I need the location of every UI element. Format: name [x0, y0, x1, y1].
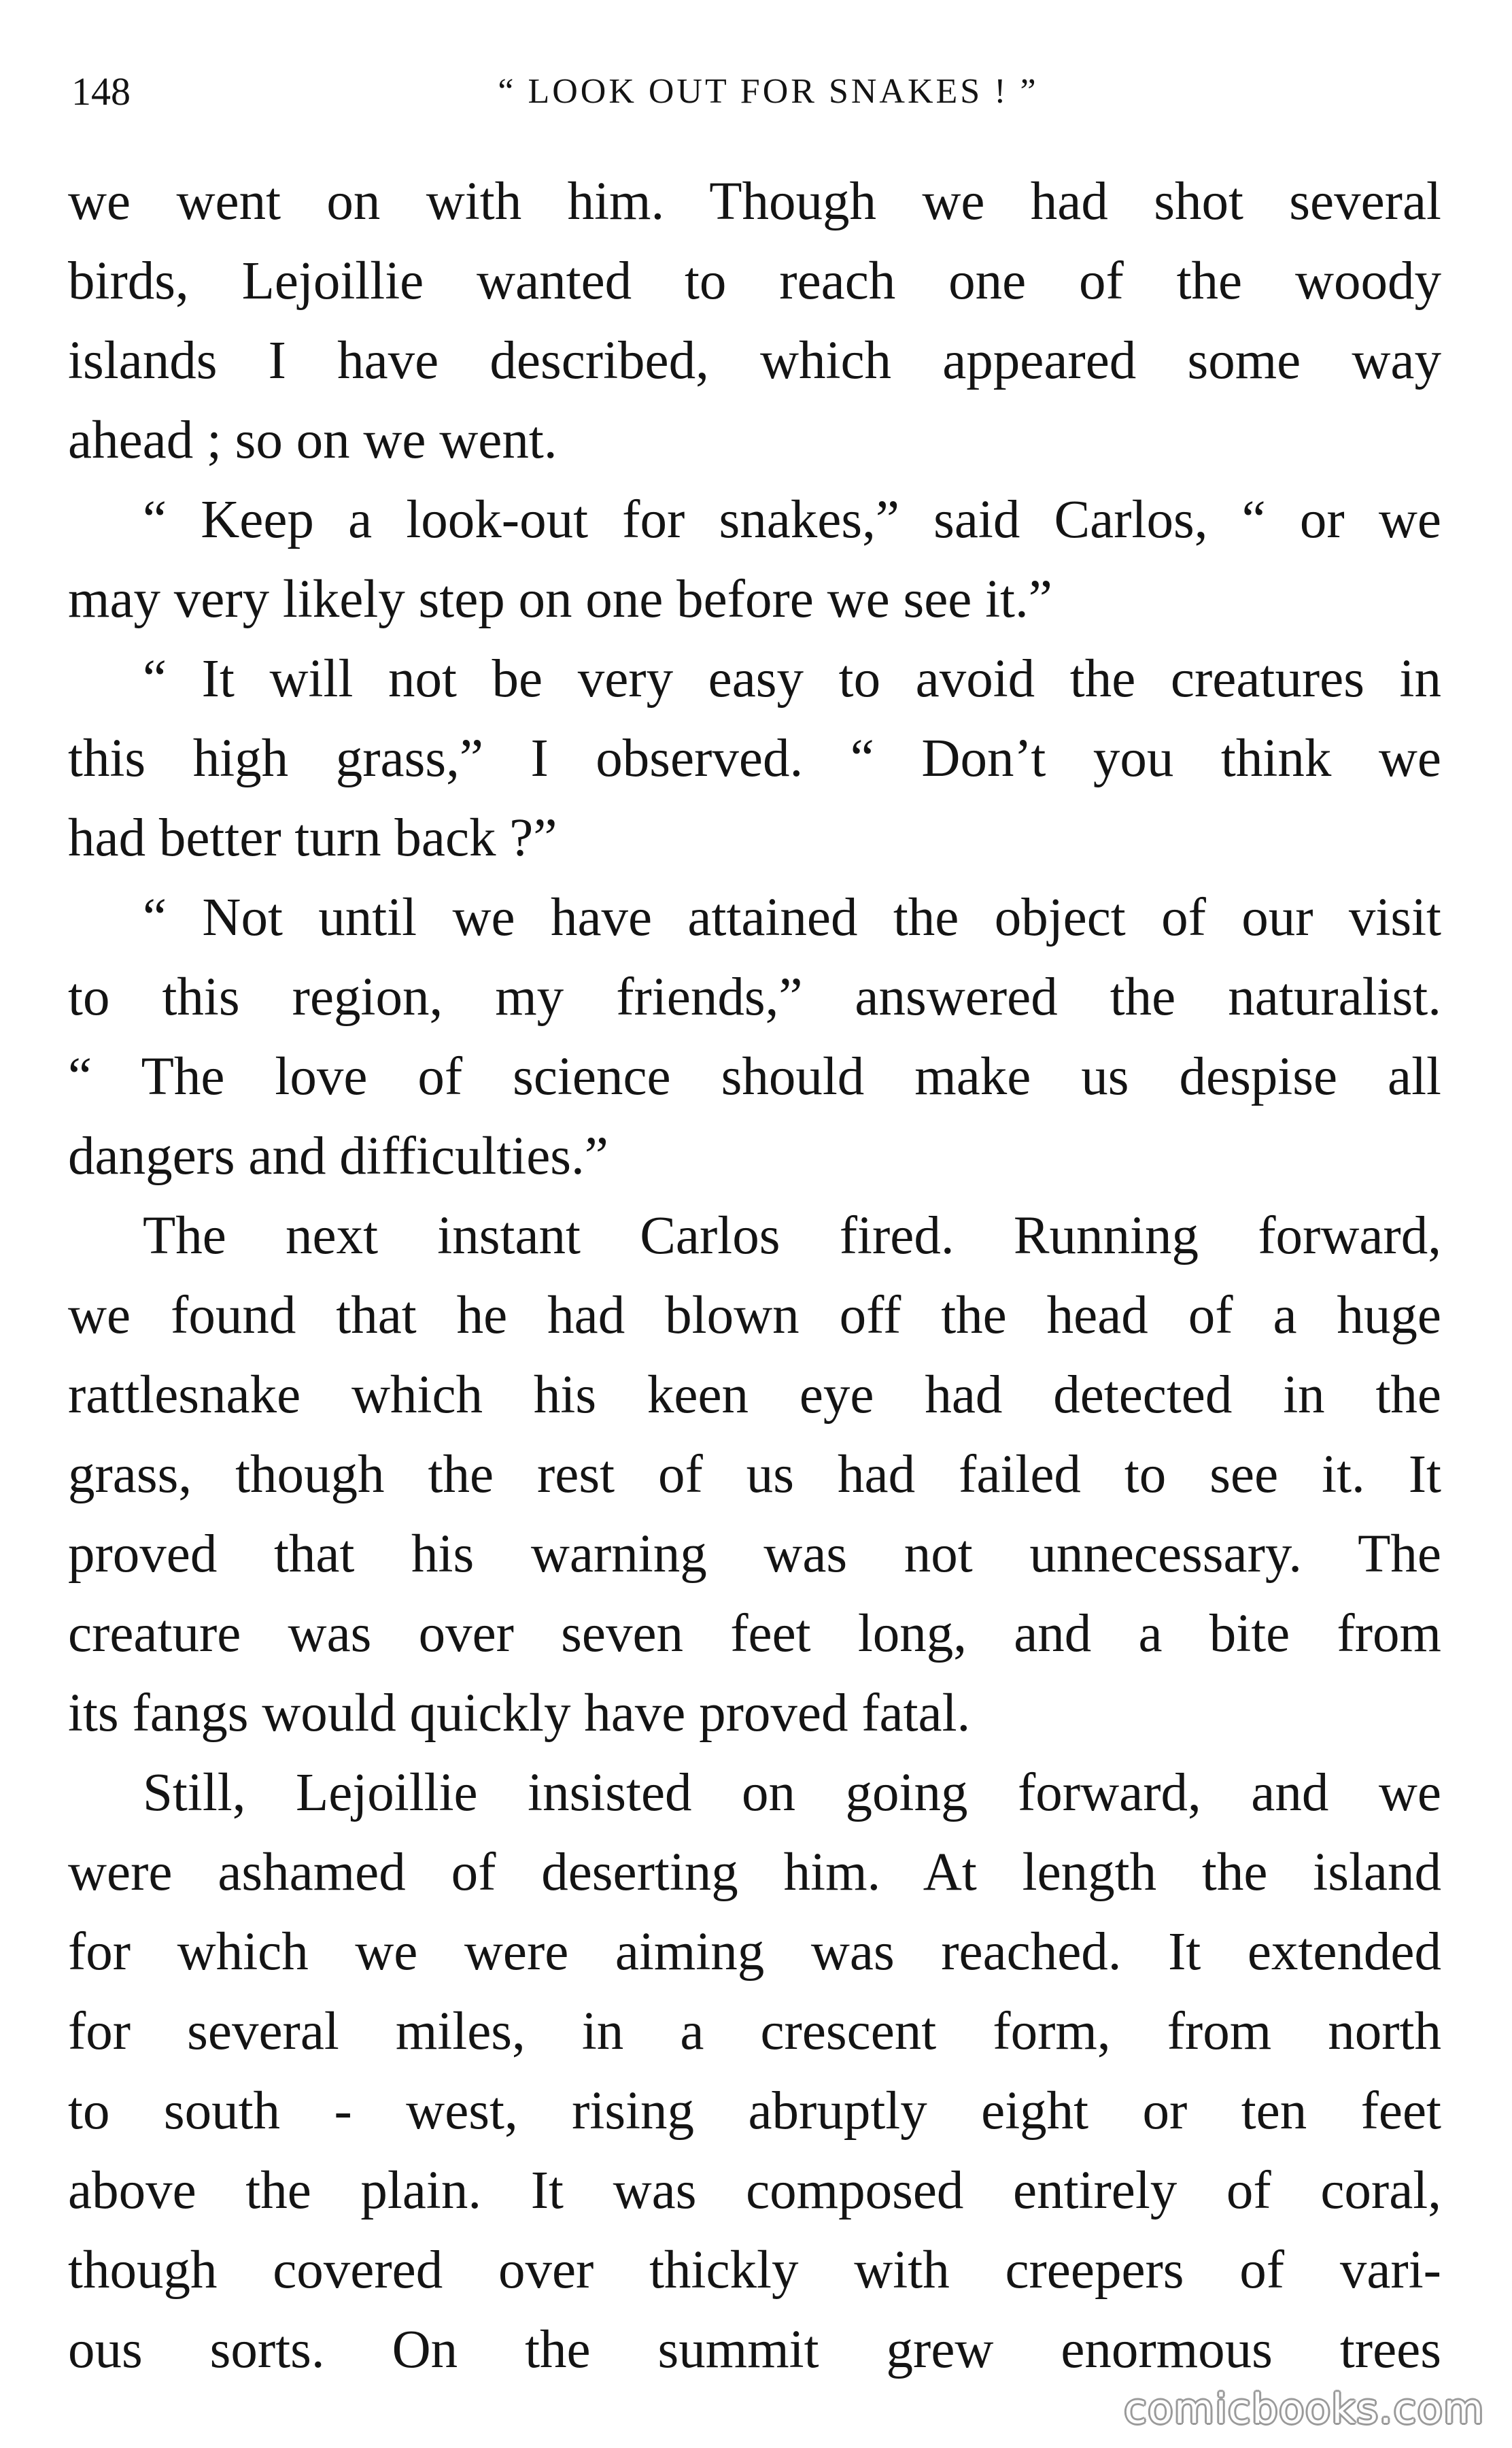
text-line: ahead ; so on we went. [68, 411, 557, 470]
text-line: were ashamed of deserting him. At length the island [68, 1843, 1441, 1902]
text-line: may very likely step on one before we see it.” [68, 570, 1052, 629]
text-line: though covered over thickly with creepers of vari- [68, 2241, 1441, 2300]
text-line: for which we were aiming was reached. It extended [68, 1922, 1441, 1982]
text-line: The next instant Carlos fired. Running forward, [143, 1206, 1441, 1265]
text-line: to south - west, rising abruptly eight or ten feet [68, 2081, 1441, 2141]
running-head [71, 65, 1445, 119]
text-line: to this region, my friends,” answered the naturalist. [68, 968, 1441, 1027]
text-line: grass, though the rest of us had failed to see it. It [68, 1445, 1441, 1504]
text-line: for several miles, in a crescent form, from north [68, 2002, 1441, 2061]
text-line: “ The love of science should make us despise all [68, 1047, 1441, 1106]
text-line: we found that he had blown off the head of a huge [68, 1286, 1441, 1345]
text-line: above the plain. It was composed entirely of coral, [68, 2161, 1441, 2220]
text-line: proved that his warning was not unnecessary. The [68, 1525, 1441, 1584]
page-number: 148 [71, 69, 131, 114]
watermark: comicbooks.com [1124, 2385, 1485, 2433]
text-line: had better turn back ?” [68, 809, 557, 868]
body-text [68, 162, 1441, 2390]
text-line: ous sorts. On the summit grew enormous trees [68, 2320, 1441, 2379]
text-line: “ Not until we have attained the object of our visit [143, 888, 1441, 947]
text-line: islands I have described, which appeared some way [68, 331, 1441, 390]
text-line: its fangs would quickly have proved fatal. [68, 1684, 971, 1743]
text-line: Still, Lejoillie insisted on going forward, and we [143, 1763, 1441, 1822]
text-line: creature was over seven feet long, and a bite from [68, 1604, 1441, 1663]
text-line: this high grass,” I observed. “ Don’t you think we [68, 729, 1441, 788]
text-line: “ Keep a look-out for snakes,” said Carlos, “ or we [143, 490, 1441, 549]
text-line: birds, Lejoillie wanted to reach one of the woody [68, 252, 1441, 311]
text-line: dangers and difficulties.” [68, 1127, 608, 1186]
running-title: “ LOOK OUT FOR SNAKES ! ” [498, 72, 1039, 111]
text-line: we went on with him. Though we had shot several [68, 172, 1441, 231]
text-line: “ It will not be very easy to avoid the creatures in [143, 649, 1441, 709]
text-line: rattlesnake which his keen eye had detected in the [68, 1365, 1441, 1425]
